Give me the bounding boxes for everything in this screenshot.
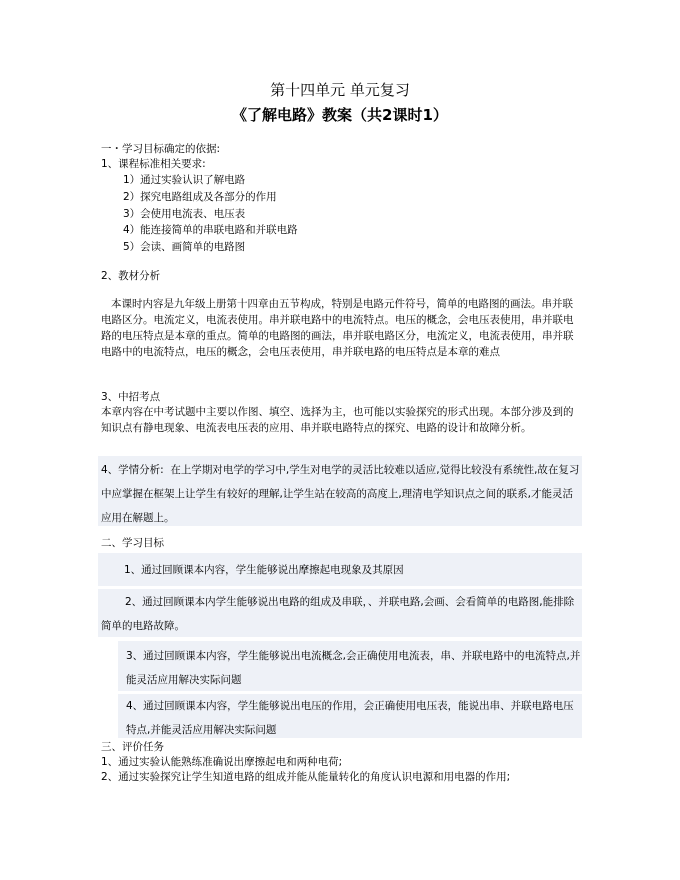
section2-heading: 二、学习目标 bbox=[101, 537, 164, 549]
exam-points: 本章内容在中考试题中主要以作图、填空、选择为主，也可能以实验探究的形式出现。本部分涉及到的知识点有静电现象、电流表电压表的应用、串并联电路特点的探究、电路的设计和故障分析。 bbox=[101, 406, 574, 434]
learner-analysis-text: 在上学期对电学的学习中,学生对电学的灵活比较难以适应,觉得比较没有系统性,故在复习中应掌握在框架上让学生有较好的理解,让学生站在较高的高度上,理清电学知识点之间的联系,才能灵活应用在解题上。 bbox=[101, 464, 580, 524]
learning-goal: 1、通过回顾课本内容，学生能够说出摩擦起电现象及其原因 bbox=[124, 564, 404, 576]
section1-sub1: 1、课程标准相关要求: bbox=[101, 158, 206, 170]
learner-analysis bbox=[101, 458, 581, 530]
section1-heading: 一・学习目标确定的依据: bbox=[101, 143, 221, 155]
standard-item: 3）会使用电流表、电压表 bbox=[123, 208, 246, 220]
textbook-analysis: 本课时内容是九年级上册第十四章由五节构成，特别是电路元件符号，简单的电路图的画法。串并联电路区分。电流定义，电流表使用。串并联电路中的电流特点。电压的概念，会电压表使用，串并联电路的电压特点是本章的重点。简单的电路图的画法，串并联电路区分，电流定义，电流表使用，串并联电路中的电流特点，电压的概念，会电压表使用，串并联电路的电压特点是本章的难点 bbox=[101, 298, 574, 358]
standard-item: 4）能连接简单的串联电路和并联电路 bbox=[123, 224, 298, 236]
learning-goal: 2、通过回顾课本内学生能够说出电路的组成及串联，、并联电路,会画、会看简单的电路图,能排除简单的电路故障。 bbox=[101, 596, 575, 632]
evaluation-item: 2、通过实验探究让学生知道电路的组成并能从能量转化的角度认识电源和用电器的作用; bbox=[101, 771, 511, 783]
section1-sub3: 3、中招考点 bbox=[101, 391, 161, 403]
standard-item: 5）会读、画简单的电路图 bbox=[123, 241, 246, 253]
evaluation-item: 1、通过实验认能熟练准确说出摩擦起电和两种电荷; bbox=[101, 756, 343, 768]
section1-sub2: 2、教材分析 bbox=[101, 270, 161, 282]
document-subtitle: 《了解电路》教案（共2课时1） bbox=[232, 106, 448, 124]
learner-analysis-label: 4、学情分析: bbox=[101, 464, 164, 476]
learning-goal: 3、通过回顾课本内容，学生能够说出电流概念,会正确使用电流表，串、并联电路中的电流特点,并能灵活应用解决实际问题 bbox=[126, 650, 581, 686]
learning-goal: 4、通过回顾课本内容，学生能够说出电压的作用，会正确使用电压表，能说出串、并联电路电压特点,并能灵活应用解决实际问题 bbox=[126, 700, 574, 736]
standard-item: 2）探究电路组成及各部分的作用 bbox=[123, 191, 277, 203]
section3-heading: 三、评价任务 bbox=[101, 741, 164, 753]
document-title: 第十四单元 单元复习 bbox=[270, 81, 410, 99]
standard-item: 1）通过实验认识了解电路 bbox=[123, 174, 246, 186]
